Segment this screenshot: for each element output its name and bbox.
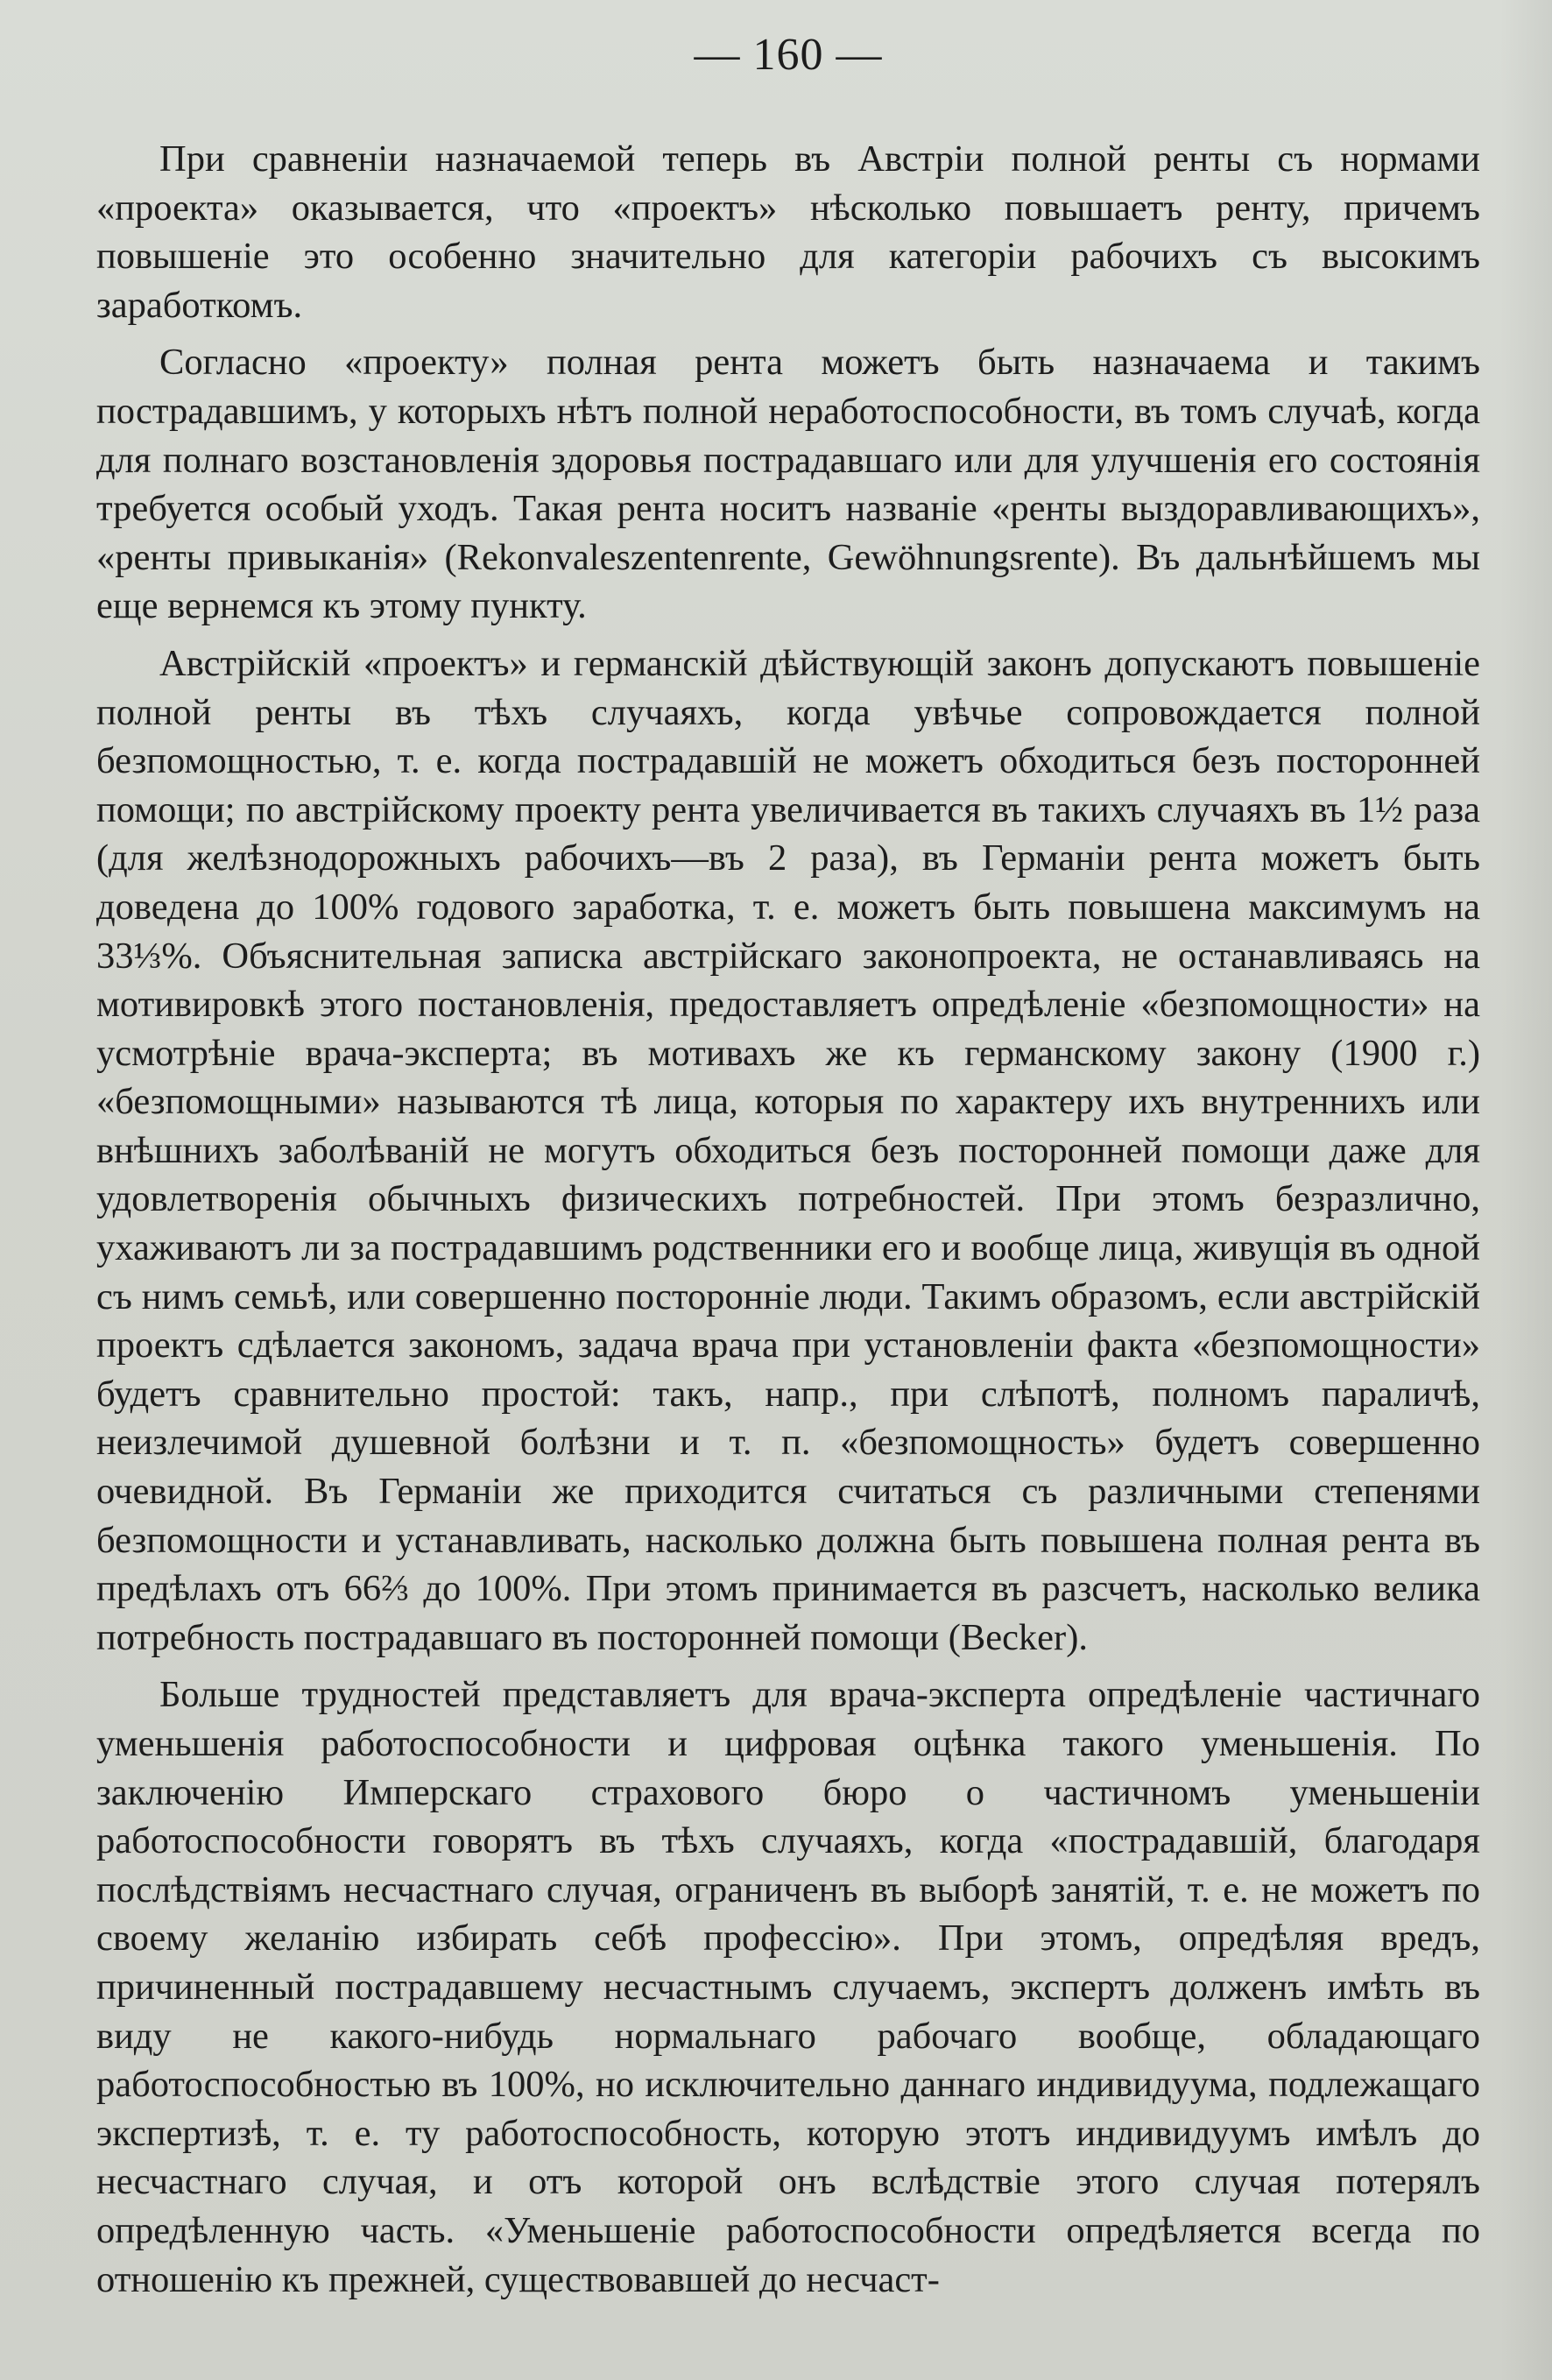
- page-number: — 160 —: [694, 30, 883, 80]
- page-edge-shadow: [1499, 0, 1552, 2380]
- paragraph-helplessness: Австрійскій «проектъ» и германскій дѣйствующій законъ допускаютъ повышеніе полной ренты въ тѣхъ случаяхъ, когда увѣчье сопровождается полной безпомощностью, т. е. когда пострадавшій не можетъ обходиться безъ посторонней помощи; по австрійскому проекту рента увеличивается въ такихъ случаяхъ въ 1½ раза (для желѣзнодорожныхъ рабочихъ—въ 2 раза), въ Германіи рента можетъ быть доведена до 100% годового заработка, т. е. можетъ быть повышена максимумъ на 33⅓%. Объяснительная записка австрійскаго законопроекта, не останавливаясь на мотивировкѣ этого постановленія, предоставляетъ опредѣленіе «безпомощности» на усмотрѣніе врача-эксперта; въ мотивахъ же къ германскому закону (1900 г.) «безпомощными» называются тѣ лица, которыя по характеру ихъ внутреннихъ или внѣшнихъ заболѣваній не могутъ обходиться безъ посторонней помощи даже для удовлетворенія обычныхъ физическихъ потребностей. При этомъ безразлично, ухаживаютъ ли за пострадавшимъ родственники его и вообще лица, живущія въ одной съ нимъ семьѣ, или совершенно посторонніе люди. Такимъ образомъ, если австрійскій проектъ сдѣлается закономъ, задача врача при установленіи факта «безпомощности» будетъ сравнительно простой: такъ, напр., при слѣпотѣ, полномъ параличѣ, неизлечимой душевной болѣзни и т. п. «безпомощность» будетъ совершенно очевидной. Въ Германіи же приходится считаться съ различными степенями безпомощности и устанавливать, насколько должна быть повышена полная рента въ предѣлахъ отъ 66⅔ до 100%. При этомъ принимается въ разсчетъ, насколько велика потребность пострадавшаго въ посторонней помощи (Becker).: [96, 642, 1480, 1658]
- paragraph-rent-comparison: При сравненіи назначаемой теперь въ Австріи полной ренты съ нормами «проекта» оказывается, что «проектъ» нѣсколько повышаетъ ренту, причемъ повышеніе это особенно значительно для категоріи рабочихъ съ высокимъ заработкомъ.: [96, 138, 1480, 326]
- paragraph-partial-incapacity: Больше трудностей представляетъ для врача-эксперта опредѣленіе частичнаго уменьшенія работоспособности и цифровая оцѣнка такого уменьшенія. По заключенію Имперскаго страхового бюро о частичномъ уменьшеніи работоспособности говорятъ въ тѣхъ случаяхъ, когда «пострадавшій, благодаря послѣдствіямъ несчастнаго случая, ограниченъ въ выборѣ занятій, т. е. не можетъ по своему желанію избирать себѣ профессію». При этомъ, опредѣляя вредъ, причиненный пострадавшему несчастнымъ случаемъ, экспертъ долженъ имѣть въ виду не какого-нибудь нормальнаго рабочаго вообще, обладающаго работоспособностью въ 100%, но исключительно даннаго индивидуума, подлежащаго экспертизѣ, т. е. ту работоспособность, которую этотъ индивидуумъ имѣлъ до несчастнаго случая, и отъ которой онъ вслѣдствіе этого случая потерялъ опредѣленную часть. «Уменьшеніе работоспособности опредѣляется всегда по отношенію къ прежней, существовавшей до несчаст-: [96, 1674, 1480, 2300]
- paragraph-convalescent-rent: Согласно «проекту» полная рента можетъ быть назначаема и такимъ пострадавшимъ, у которыхъ нѣтъ полной неработоспособности, въ томъ случаѣ, когда для полнаго возстановленія здоровья пострадавшаго или для улучшенія его состоянія требуется особый уходъ. Такая рента носитъ названіе «ренты выздоравливающихъ», «ренты привыканія» (Rekonvaleszentenrente, Gewöhnungsrente). Въ дальнѣйшемъ мы еще вернемся къ этому пункту.: [96, 342, 1480, 627]
